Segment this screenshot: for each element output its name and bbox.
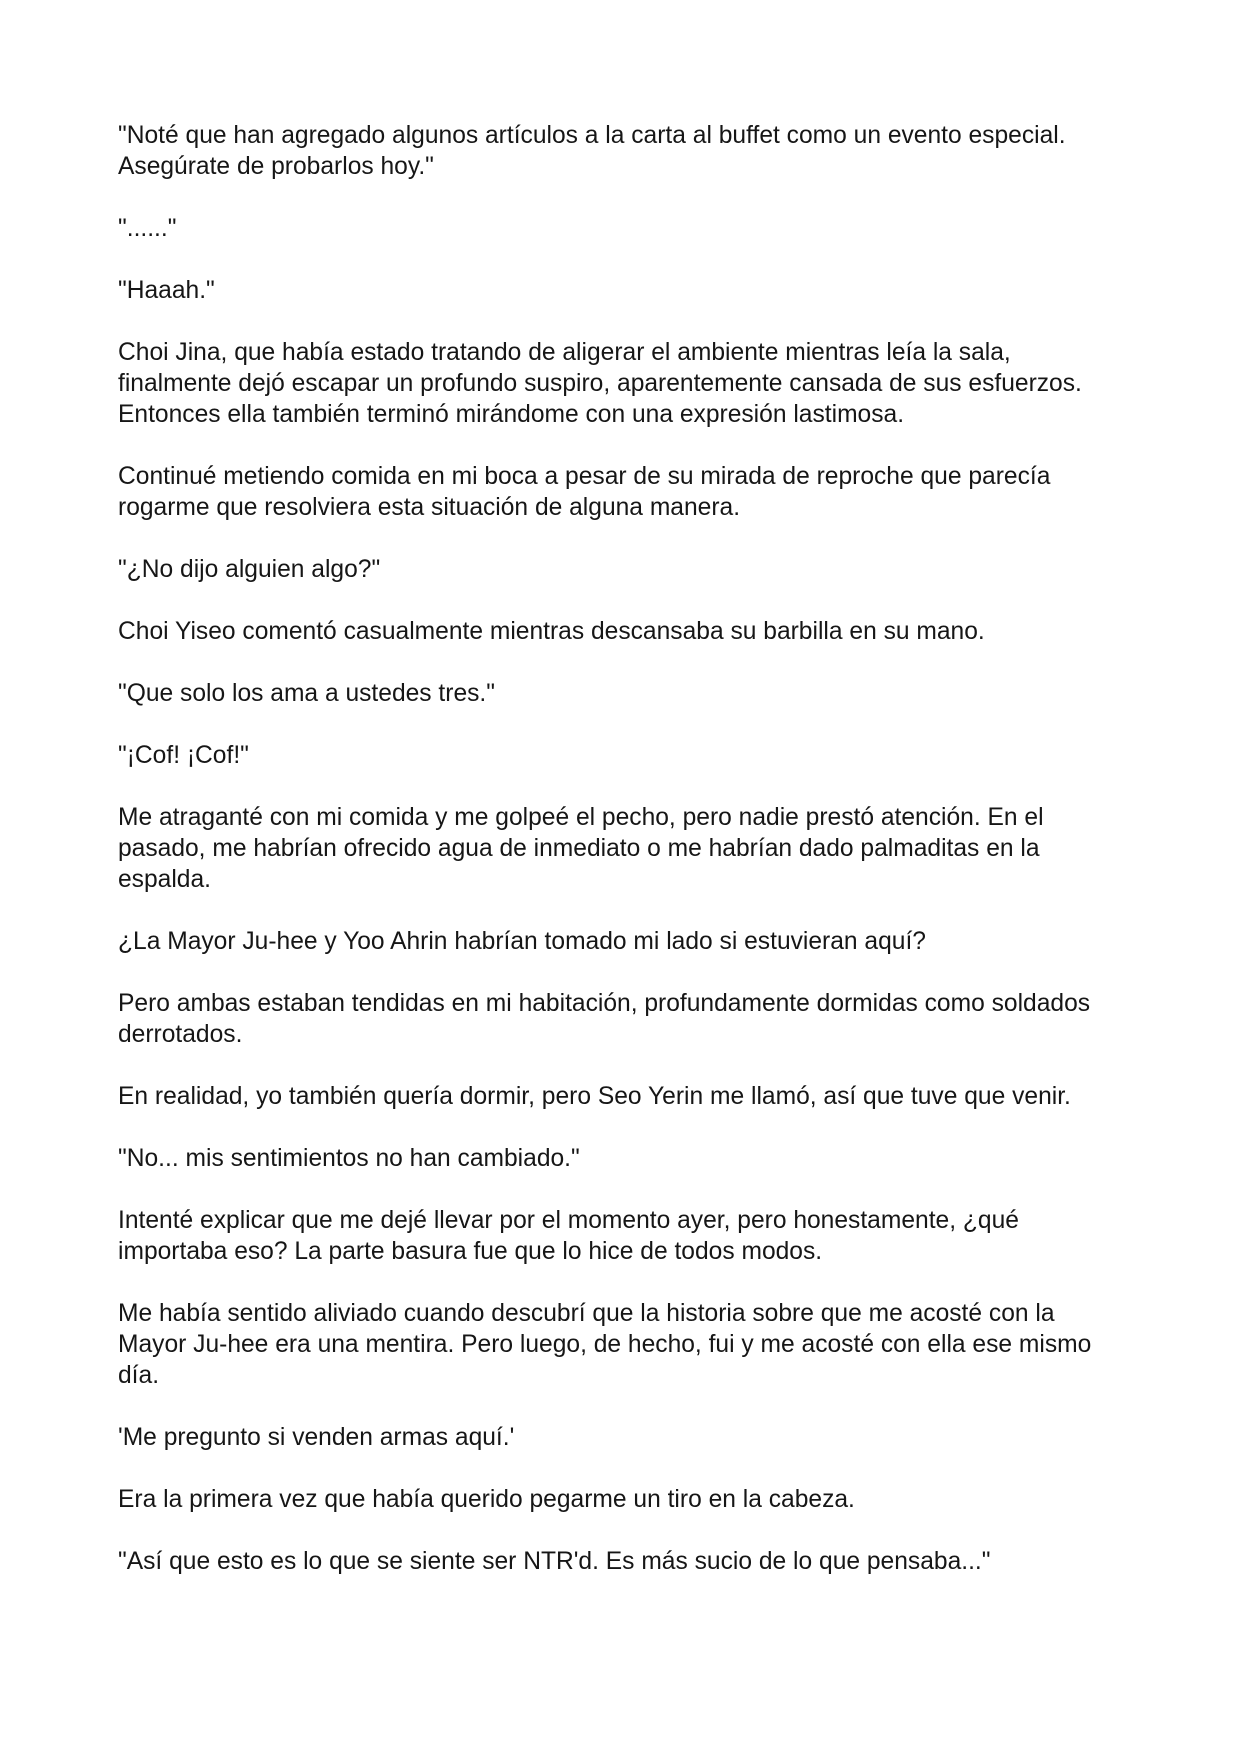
paragraph: En realidad, yo también quería dormir, pero Seo Yerin me llamó, así que tuve que venir. — [118, 1083, 1071, 1110]
paragraph: Choi Yiseo comentó casualmente mientras descansaba su barbilla en su mano. — [118, 618, 985, 645]
paragraph: "¿No dijo alguien algo?" — [118, 556, 381, 583]
paragraph: Me atraganté con mi comida y me golpeé el pecho, pero nadie prestó atención. En el pasado, me habrían ofrecido agua de inmediato o me habrían dado palmaditas en la espalda. — [118, 804, 1044, 893]
paragraph: Me había sentido aliviado cuando descubrí que la historia sobre que me acosté con la Mayor Ju-hee era una mentira. Pero luego, de hecho, fui y me acosté con ella ese mismo día. — [118, 1300, 1092, 1389]
paragraph: Pero ambas estaban tendidas en mi habitación, profundamente dormidas como soldados derrotados. — [118, 990, 1091, 1048]
paragraph: "Noté que han agregado algunos artículos a la carta al buffet como un evento especial. Asegúrate de probarlos hoy." — [118, 122, 1066, 180]
text-column — [118, 120, 1128, 1608]
paragraph: ¿La Mayor Ju-hee y Yoo Ahrin habrían tomado mi lado si estuvieran aquí? — [118, 928, 926, 955]
paragraph: "¡Cof! ¡Cof!" — [118, 742, 249, 769]
paragraph: Continué metiendo comida en mi boca a pesar de su mirada de reproche que parecía rogarme que resolviera esta situación de alguna manera. — [118, 463, 1051, 521]
paragraph: "No... mis sentimientos no han cambiado." — [118, 1145, 580, 1172]
paragraph: "Que solo los ama a ustedes tres." — [118, 680, 495, 707]
paragraph: Era la primera vez que había querido pegarme un tiro en la cabeza. — [118, 1486, 855, 1513]
paragraph: "......" — [118, 215, 177, 242]
paragraph: Intenté explicar que me dejé llevar por el momento ayer, pero honestamente, ¿qué importaba eso? La parte basura fue que lo hice de todos modos. — [118, 1207, 1019, 1265]
paragraph: 'Me pregunto si venden armas aquí.' — [118, 1424, 515, 1451]
paragraph: Choi Jina, que había estado tratando de aligerar el ambiente mientras leía la sala, finalmente dejó escapar un profundo suspiro, aparentemente cansada de sus esfuerzos. Entonces ella también terminó mirándome con una expresión lastimosa. — [118, 339, 1082, 428]
paragraph: "Haaah." — [118, 277, 215, 304]
paragraph: "Así que esto es lo que se siente ser NTR'd. Es más sucio de lo que pensaba..." — [118, 1548, 991, 1575]
